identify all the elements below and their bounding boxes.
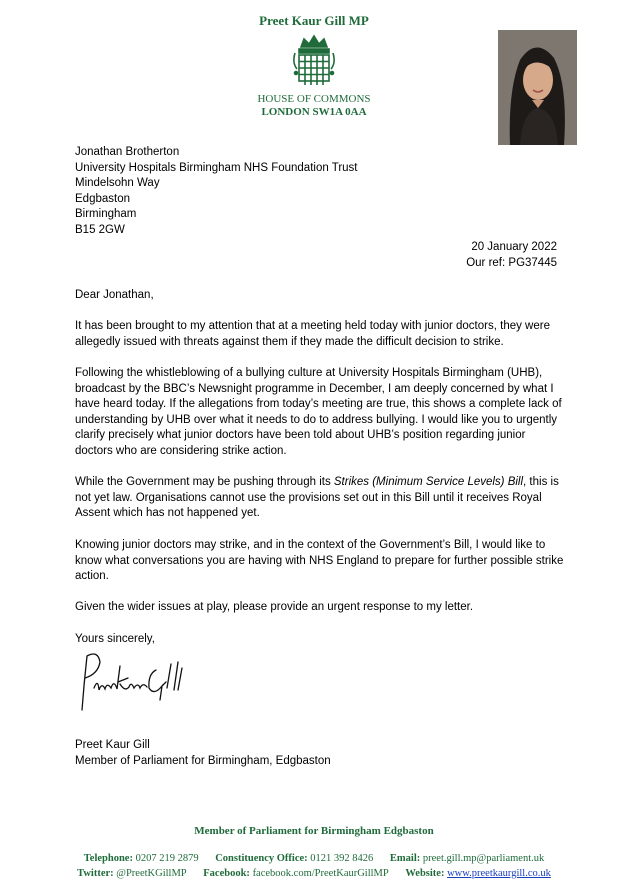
email-address[interactable]: preet.gill.mp@parliament.uk xyxy=(422,853,545,864)
twitter-label: Twitter: xyxy=(77,868,114,879)
salutation: Dear Jonathan, xyxy=(75,289,154,301)
email-label: Email: xyxy=(389,853,421,864)
house-line-2: LONDON SW1A 0AA xyxy=(261,106,367,118)
address-line: Edgbaston xyxy=(75,192,130,205)
paragraph-3 xyxy=(75,475,565,522)
telephone-label: Telephone: xyxy=(83,853,133,864)
letter-date: 20 January 2022 xyxy=(471,241,557,253)
house-line-1: HOUSE OF COMMONS xyxy=(257,93,371,105)
date-and-reference xyxy=(466,240,557,271)
twitter-handle[interactable]: @PreetKGillMP xyxy=(116,868,187,879)
signature-block xyxy=(75,738,565,769)
office-number: 0121 392 8426 xyxy=(310,853,374,864)
website-link[interactable]: www.preetkaurgill.co.uk xyxy=(447,868,551,879)
website-label: Website: xyxy=(405,868,445,879)
signatory-title: Member of Parliament for Birmingham, Edgbaston xyxy=(75,754,331,767)
footer-contact-row-2 xyxy=(0,868,628,879)
footer-contact-row-1 xyxy=(0,853,628,864)
closing: Yours sincerely, xyxy=(75,633,155,645)
facebook-url[interactable]: facebook.com/PreetKaurGillMP xyxy=(252,868,389,879)
portcullis-crest-icon xyxy=(291,33,337,89)
paragraph-5: Given the wider issues at play, please provide an urgent response to my letter. xyxy=(75,601,474,613)
paragraph-2: Following the whistleblowing of a bullying culture at University Hospitals Birmingham (UHB), broadcast by the BBC’s Newsnight programme in December, I am deeply concerned by what I have heard today. If the allegations from today’s meeting are true, this shows a complete lack of understanding by UHB over what it needs to do to address bullying. I would like you to urgently clarify precisely what junior doctors have been told about UHB’s position regarding junior doctors who are considering strike action. xyxy=(75,367,562,457)
bill-title: Strikes (Minimum Service Levels) Bill xyxy=(333,476,524,488)
address-line: B15 2GW xyxy=(75,223,125,236)
address-line: Jonathan Brotherton xyxy=(75,146,180,158)
mp-portrait-photo xyxy=(498,30,577,145)
paragraph-3-end: , this is not yet law. Organisations cannot use the provisions set out in this Bill until it receives Royal Assent which has not happened yet. xyxy=(75,476,559,519)
recipient-address xyxy=(75,145,358,238)
signatory-name: Preet Kaur Gill xyxy=(75,739,150,751)
facebook-label: Facebook: xyxy=(203,868,250,879)
address-line: University Hospitals Birmingham NHS Foundation Trust xyxy=(75,161,358,174)
telephone-number: 0207 219 2879 xyxy=(135,853,199,864)
paragraph-4: Knowing junior doctors may strike, and in the context of the Government’s Bill, I would like to know what conversations you are having with NHS England to prepare for further possible strike action. xyxy=(75,539,564,582)
address-line: Birmingham xyxy=(75,208,137,220)
letter-reference: Our ref: PG37445 xyxy=(466,256,557,269)
paragraph-1: It has been brought to my attention that at a meeting held today with junior doctors, they were allegedly issued with threats against them if they made the difficult decision to strike. xyxy=(75,320,550,348)
paragraph-3-start: While the Government may be pushing through its xyxy=(75,476,334,488)
footer-title: Member of Parliament for Birmingham Edgbaston xyxy=(194,825,434,837)
mp-name-heading: Preet Kaur Gill MP xyxy=(259,13,369,28)
address-line: Mindelsohn Way xyxy=(75,177,160,189)
handwritten-signature xyxy=(72,648,192,716)
office-label: Constituency Office: xyxy=(215,853,308,864)
